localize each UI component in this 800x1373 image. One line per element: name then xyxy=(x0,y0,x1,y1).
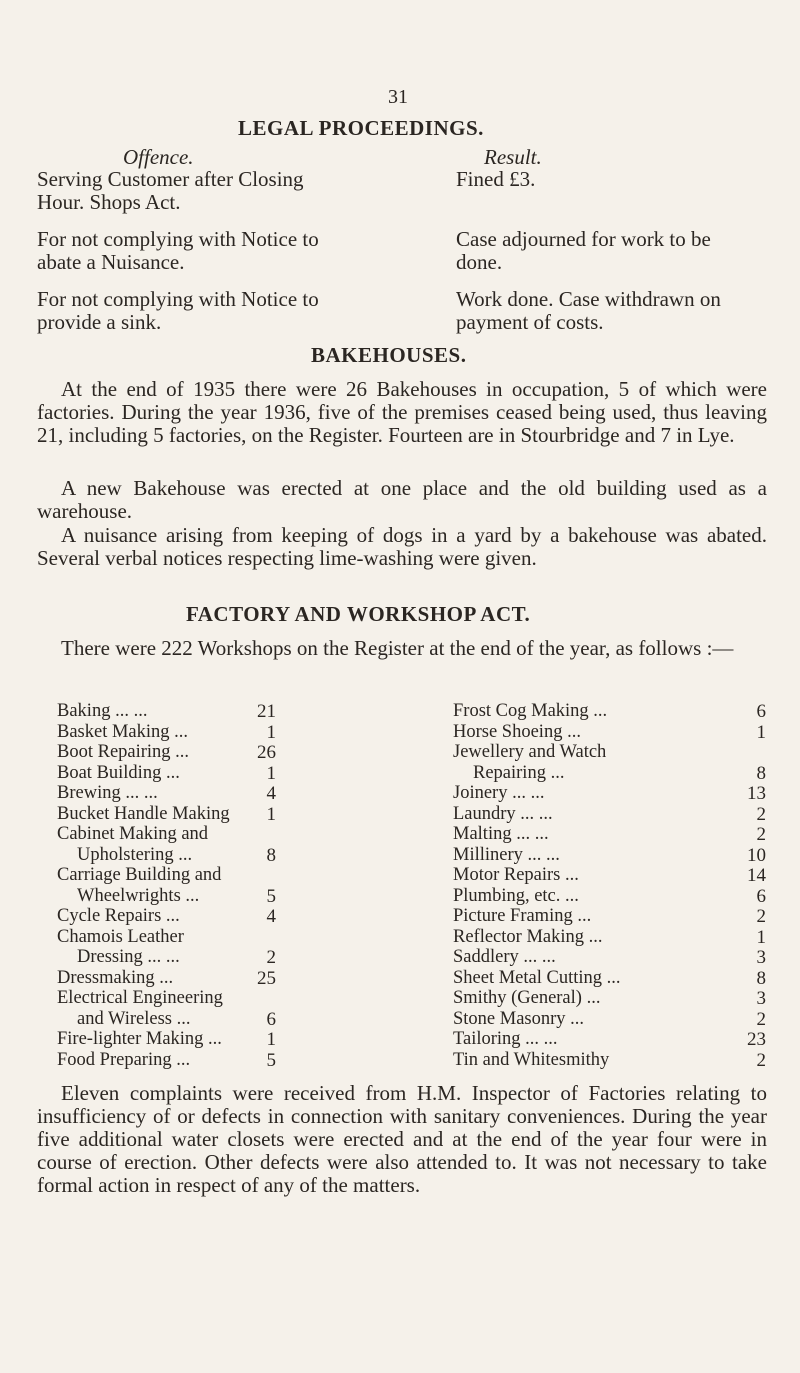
left-workshop-count: 1 xyxy=(266,721,276,743)
right-workshop-label: Horse Shoeing ... xyxy=(453,721,581,742)
right-workshop-label: Motor Repairs ... xyxy=(453,865,579,885)
right-workshop-label: Laundry ... ... xyxy=(453,803,553,824)
right-workshop-label: Malting ... ... xyxy=(453,824,549,844)
right-workshop-count: 6 xyxy=(756,885,766,907)
right-workshop-count: 2 xyxy=(756,906,766,927)
left-workshop-label: Food Preparing ... xyxy=(57,1049,191,1070)
page-number: 31 xyxy=(388,86,408,108)
right-workshop-count: 3 xyxy=(756,947,766,968)
right-workshop-count: 2 xyxy=(756,1049,766,1071)
right-workshop-count: 2 xyxy=(756,824,766,845)
legal-heading: LEGAL PROCEEDINGS. xyxy=(238,116,484,140)
offence-3-line-2: provide a sink. xyxy=(37,310,162,334)
left-workshop-label: Upholstering ... xyxy=(77,844,193,865)
right-workshop-label: Saddlery ... ... xyxy=(453,947,556,967)
bakehouses-paragraph-1: At the end of 1935 there were 26 Bakehouses in occupation, 5 of which were factories. During the year 1936, five of the premises ceased being used, thus leaving 21, including 5 factories, on the Register. Fourteen are in Stourbridge and 7 in Lye. xyxy=(37,377,767,447)
right-workshop-count: 2 xyxy=(756,1008,766,1030)
right-workshop-count: 14 xyxy=(747,865,766,886)
left-workshop-label: Cycle Repairs ... xyxy=(57,906,180,926)
offence-2-line-1: For not complying with Notice to xyxy=(37,227,319,251)
right-workshop-count: 1 xyxy=(756,926,766,948)
result-2 xyxy=(456,228,711,274)
left-workshop-count: 5 xyxy=(266,1049,276,1071)
left-workshop-count: 4 xyxy=(266,783,276,804)
right-workshop-label: Jewellery and Watch xyxy=(453,742,607,762)
right-workshop-label: Plumbing, etc. ... xyxy=(453,885,579,906)
left-workshop-count: 1 xyxy=(266,762,276,784)
right-workshop-label: Millinery ... ... xyxy=(453,844,560,865)
left-workshop-count: 1 xyxy=(266,1029,276,1050)
factory-closing: Eleven complaints were received from H.M. Inspector of Factories relating to insufficiency of or defects in connection with sanitary conveniences. During the year five additional water closets were erected and at the end of the year four were in course of erection. Other defects were also attended to. It was not necessary to take formal action in respect of any of the matters. xyxy=(37,1081,767,1197)
result-header: Result. xyxy=(484,145,542,169)
right-workshop-count: 3 xyxy=(756,988,766,1009)
right-workshop-label: Repairing ... xyxy=(473,762,565,783)
offence-2-line-2: abate a Nuisance. xyxy=(37,250,185,274)
left-workshop-label: Cabinet Making and xyxy=(57,824,209,844)
right-workshop-label: Tailoring ... ... xyxy=(453,1029,558,1049)
result-1-line-1: Fined £3. xyxy=(456,167,536,191)
right-workshop-label: Joinery ... ... xyxy=(453,783,545,803)
result-2-line-1: Case adjourned for work to be xyxy=(456,227,711,251)
result-1 xyxy=(456,168,535,191)
offence-1-line-2: Hour. Shops Act. xyxy=(37,190,181,214)
left-workshop-label: Dressmaking ... xyxy=(57,967,174,988)
left-workshop-label: Boat Building ... xyxy=(57,762,180,783)
offence-3-line-1: For not complying with Notice to xyxy=(37,287,319,311)
left-workshop-label: Wheelwrights ... xyxy=(77,885,200,906)
right-workshop-label: Smithy (General) ... xyxy=(453,988,601,1008)
right-workshop-count: 6 xyxy=(756,701,766,722)
left-workshop-label: Dressing ... ... xyxy=(77,947,180,967)
right-workshop-count: 2 xyxy=(756,803,766,825)
left-workshop-label: Baking ... ... xyxy=(57,701,148,721)
right-workshop-label: Reflector Making ... xyxy=(453,926,603,947)
right-workshop-count: 1 xyxy=(756,721,766,743)
right-workshop-count: 8 xyxy=(756,967,766,989)
left-workshop-count: 25 xyxy=(257,967,276,989)
bakehouses-paragraph-2: A new Bakehouse was erected at one place and the old building used as a warehouse. xyxy=(37,476,767,523)
result-3-line-2: payment of costs. xyxy=(456,310,604,334)
result-3-line-1: Work done. Case withdrawn on xyxy=(456,287,721,311)
factory-intro: There were 222 Workshops on the Register at the end of the year, as follows :— xyxy=(61,636,734,660)
right-workshop-count: 13 xyxy=(747,783,766,804)
left-workshop-label: Electrical Engineering xyxy=(57,988,223,1008)
right-workshop-label: Tin and Whitesmithy xyxy=(453,1049,610,1070)
bakehouses-heading: BAKEHOUSES. xyxy=(311,343,467,367)
offence-2 xyxy=(37,228,319,274)
left-workshop-label: Bucket Handle Making xyxy=(57,803,230,824)
offence-1 xyxy=(37,168,304,214)
right-workshop-count: 10 xyxy=(747,844,766,866)
left-workshop-count: 1 xyxy=(266,803,276,825)
left-workshop-count: 6 xyxy=(266,1008,276,1030)
factory-heading: FACTORY AND WORKSHOP ACT. xyxy=(186,602,531,626)
left-workshop-label: Brewing ... ... xyxy=(57,783,158,803)
left-workshop-count: 8 xyxy=(266,844,276,866)
right-workshop-count: 8 xyxy=(756,762,766,784)
result-3 xyxy=(456,288,721,334)
left-workshop-label: Boot Repairing ... xyxy=(57,742,190,762)
right-workshop-label: Stone Masonry ... xyxy=(453,1008,585,1029)
left-workshop-count: 26 xyxy=(257,742,276,763)
offence-3 xyxy=(37,288,319,334)
left-workshop-count: 2 xyxy=(266,947,276,968)
left-workshop-count: 5 xyxy=(266,885,276,907)
right-workshop-label: Frost Cog Making ... xyxy=(453,701,608,721)
left-workshop-label: Basket Making ... xyxy=(57,721,189,742)
left-workshop-label: Fire-lighter Making ... xyxy=(57,1029,222,1049)
left-workshop-count: 21 xyxy=(257,701,276,722)
left-workshop-label: Carriage Building and xyxy=(57,865,222,885)
left-workshop-count: 4 xyxy=(266,906,276,927)
right-workshop-label: Picture Framing ... xyxy=(453,906,592,926)
offence-header: Offence. xyxy=(123,145,194,169)
result-2-line-2: done. xyxy=(456,250,503,274)
right-workshop-count: 23 xyxy=(747,1029,766,1050)
left-workshop-label: and Wireless ... xyxy=(77,1008,191,1029)
right-workshop-label: Sheet Metal Cutting ... xyxy=(453,967,621,988)
bakehouses-paragraph-3: A nuisance arising from keeping of dogs in a yard by a bakehouse was abated. Several verbal notices respecting lime-washing were given. xyxy=(37,523,767,570)
left-workshop-label: Chamois Leather xyxy=(57,926,184,947)
offence-1-line-1: Serving Customer after Closing xyxy=(37,167,304,191)
